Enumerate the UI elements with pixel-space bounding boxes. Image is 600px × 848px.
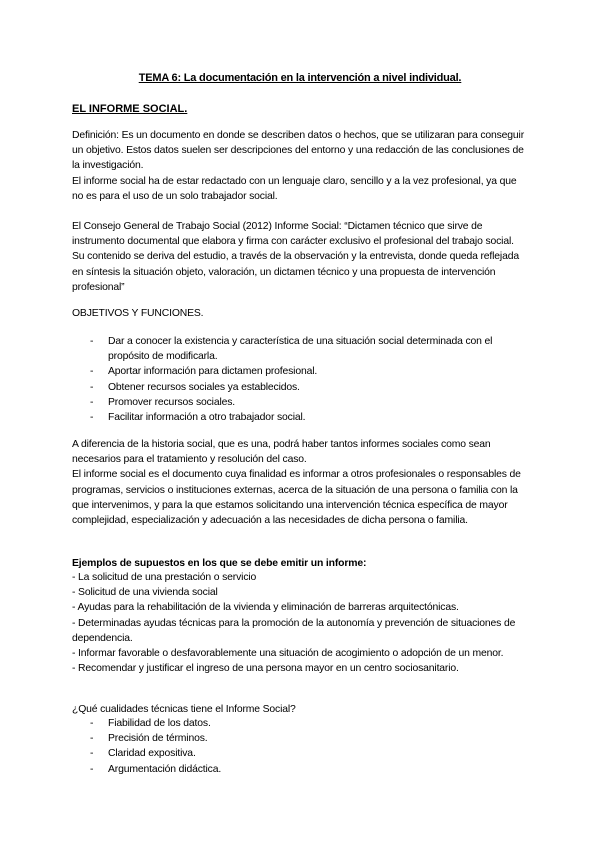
list-item: - Ayudas para la rehabilitación de la vivienda y eliminación de barreras arquitectónicas. xyxy=(72,602,459,614)
cualidades-question: ¿Qué cualidades técnicas tiene el Informe Social? xyxy=(72,704,296,715)
objetivos-list xyxy=(72,334,528,425)
list-item: - Determinadas ayudas técnicas para la promoción de la autonomía y prevención de situaciones de dependencia. xyxy=(72,617,516,644)
list-item: - Informar favorable o desfavorablemente una situación de acogimiento o adopción de un menor. xyxy=(72,648,504,660)
list-item: - La solicitud de una prestación o servicio xyxy=(72,572,257,583)
historia-paragraph: El informe social es el documento cuya finalidad es informar a otros profesionales o responsables de programas, servicios o instituciones externas, acerca de la situación de una persona o familia con la que intervenimos, y para la que estamos solicitando una intervención técnica específica de mayor complejidad, especialización y adecuación a las necesidades de dicha persona o familia. xyxy=(72,469,521,527)
definition-paragraph: El informe social ha de estar redactado con un lenguaje claro, sencillo y a la vez profesional, ya que no es para el uso de un solo trabajador social. xyxy=(72,175,517,202)
definition-block xyxy=(72,128,528,204)
list-item: - Recomendar y justificar el ingreso de una persona mayor en un centro sociosanitario. xyxy=(72,663,459,675)
list-item: - Promover recursos sociales. xyxy=(72,395,528,410)
list-item: - Dar a conocer la existencia y característica de una situación social determinada con el propósito de modificarla. xyxy=(72,334,528,364)
list-item: - Solicitud de una vivienda social xyxy=(72,587,218,599)
definition-paragraph: Definición: Es un documento en donde se describen datos o hechos, que se utilizaran para conseguir un objetivo. Estos datos suelen ser descripciones del entorno y una redacción de las conclusiones de la investigación. xyxy=(72,130,525,172)
historia-block xyxy=(72,437,528,528)
list-item: - Aportar información para dictamen profesional. xyxy=(72,364,528,379)
list-item: - Fiabilidad de los datos. xyxy=(72,716,528,731)
list-item: - Claridad expositiva. xyxy=(72,746,528,761)
consejo-quote: El Consejo General de Trabajo Social (2012) Informe Social: “Dictamen técnico que sirve de instrumento documental que elabora y firma con carácter exclusivo el profesional del trabajo social. Su contenido se deriva del estudio, a través de la observación y la entrevista, donde queda reflejada en síntesis la situación objeto, valoración, un dictamen técnico y una propuesta de intervención profesional” xyxy=(72,221,519,293)
document-title: TEMA 6: La documentación en la intervención a nivel individual. xyxy=(138,72,462,84)
list-item: - Facilitar información a otro trabajador social. xyxy=(72,410,528,425)
list-item: - Obtener recursos sociales ya establecidos. xyxy=(72,380,528,395)
list-item: - Precisión de términos. xyxy=(72,731,528,746)
ejemplos-heading: Ejemplos de supuestos en los que se debe emitir un informe: xyxy=(72,558,367,569)
ejemplos-list xyxy=(72,570,528,676)
list-item: - Argumentación didáctica. xyxy=(72,762,528,777)
cualidades-list xyxy=(72,716,528,777)
objetivos-heading: OBJETIVOS Y FUNCIONES. xyxy=(72,308,204,319)
section-heading: EL INFORME SOCIAL. xyxy=(72,103,188,115)
historia-paragraph: A diferencia de la historia social, que es una, podrá haber tantos informes sociales como sean necesarios para el tratamiento y resolución del caso. xyxy=(72,439,491,466)
